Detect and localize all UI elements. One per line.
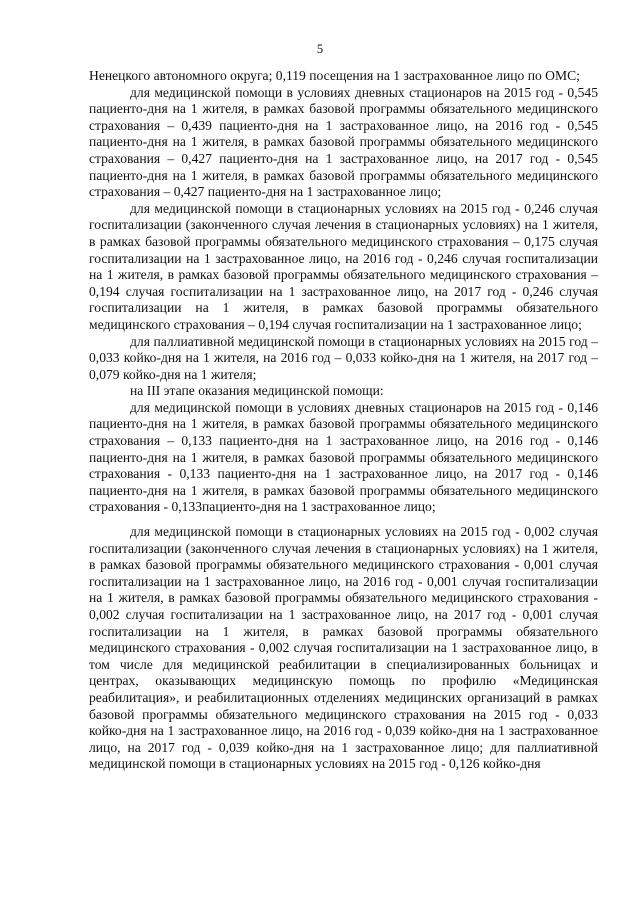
paragraph-4: для паллиативной медицинской помощи в стационарных условиях на 2015 год – 0,033 койко-дня на 1 жителя, на 2016 год – 0,033 койко-дня на 1 жителя, на 2017 год – 0,079 койко-дня на 1 жителя; [89,333,598,382]
document-body [89,68,598,773]
paragraph-2: для медицинской помощи в условиях дневных стационаров на 2015 год - 0,545 пациенто-дня на 1 жителя, в рамках базовой программы обязательного медицинского страхования – 0,439 пациенто-дня на 1 застрахованное лицо, на 2016 год - 0,545 пациенто-дня на 1 жителя, в рамках базовой программы обязательного медицинского страхования – 0,427 пациенто-дня на 1 застрахованное лицо, на 2017 год - 0,545 пациенто-дня на 1 жителя, в рамках базовой программы обязательного медицинского страхования – 0,427 пациенто-дня на 1 застрахованное лицо; [89,84,598,200]
paragraph-7: для медицинской помощи в стационарных условиях на 2015 год - 0,002 случая госпитализации (законченного случая лечения в стационарных условиях) на 1 жителя, в рамках базовой программы обязательного медицинского страхования - 0,001 случая госпитализации на 1 застрахованное лицо, на 2016 год - 0,001 случая госпитализации на 1 жителя, в рамках базовой программы обязательного медицинского страхования - 0,002 случая госпитализации на 1 застрахованное лицо, на 2017 год - 0,001 случая госпитализации на 1 жителя, в рамках базовой программы обязательного медицинского страхования - 0,002 случая госпитализации на 1 застрахованное лицо, в том числе для медицинской реабилитации в специализированных больницах и центрах, оказывающих медицинскую помощь по профилю «Медицинская реабилитация», и реабилитационных отделениях медицинских организаций в рамках базовой программы обязательного медицинского страхования на 2015 год - 0,033 койко-дня на 1 застрахованное лицо, на 2016 год - 0,039 койко-дня на 1 застрахованное лицо, на 2017 год - 0,039 койко-дня на 1 застрахованное лицо; для паллиативной медицинской помощи в стационарных условиях на 2015 год - 0,126 койко-дня [89,524,598,772]
paragraph-6: для медицинской помощи в условиях дневных стационаров на 2015 год - 0,146 пациенто-дня на 1 жителя, в рамках базовой программы обязательного медицинского страхования – 0,133 пациенто-дня на 1 застрахованное лицо, на 2016 год - 0,146 пациенто-дня на 1 жителя, в рамках базовой программы обязательного медицинского страхования - 0,133 пациенто-дня на 1 застрахованное лицо, на 2017 год - 0,146 пациенто-дня на 1 жителя, в рамках базовой программы обязательного медицинского страхования - 0,133пациенто-дня на 1 застрахованное лицо; [89,399,598,515]
paragraph-3: для медицинской помощи в стационарных условиях на 2015 год - 0,246 случая госпитализации (законченного случая лечения в стационарных условиях) на 1 жителя, в рамках базовой программы обязательного медицинского страхования – 0,175 случая госпитализации на 1 застрахованное лицо, на 2016 год - 0,246 случая госпитализации на 1 жителя, в рамках базовой программы обязательного медицинского страхования – 0,194 случая госпитализации на 1 застрахованное лицо, на 2017 год - 0,246 случая госпитализации на 1 жителя, в рамках базовой программы обязательного медицинского страхования – 0,194 случая госпитализации на 1 застрахованное лицо; [89,200,598,332]
paragraph-1: Ненецкого автономного округа; 0,119 посещения на 1 застрахованное лицо по ОМС; [89,68,580,83]
page-number: 5 [316,42,324,56]
paragraph-5: на III этапе оказания медицинской помощи: [130,383,384,399]
